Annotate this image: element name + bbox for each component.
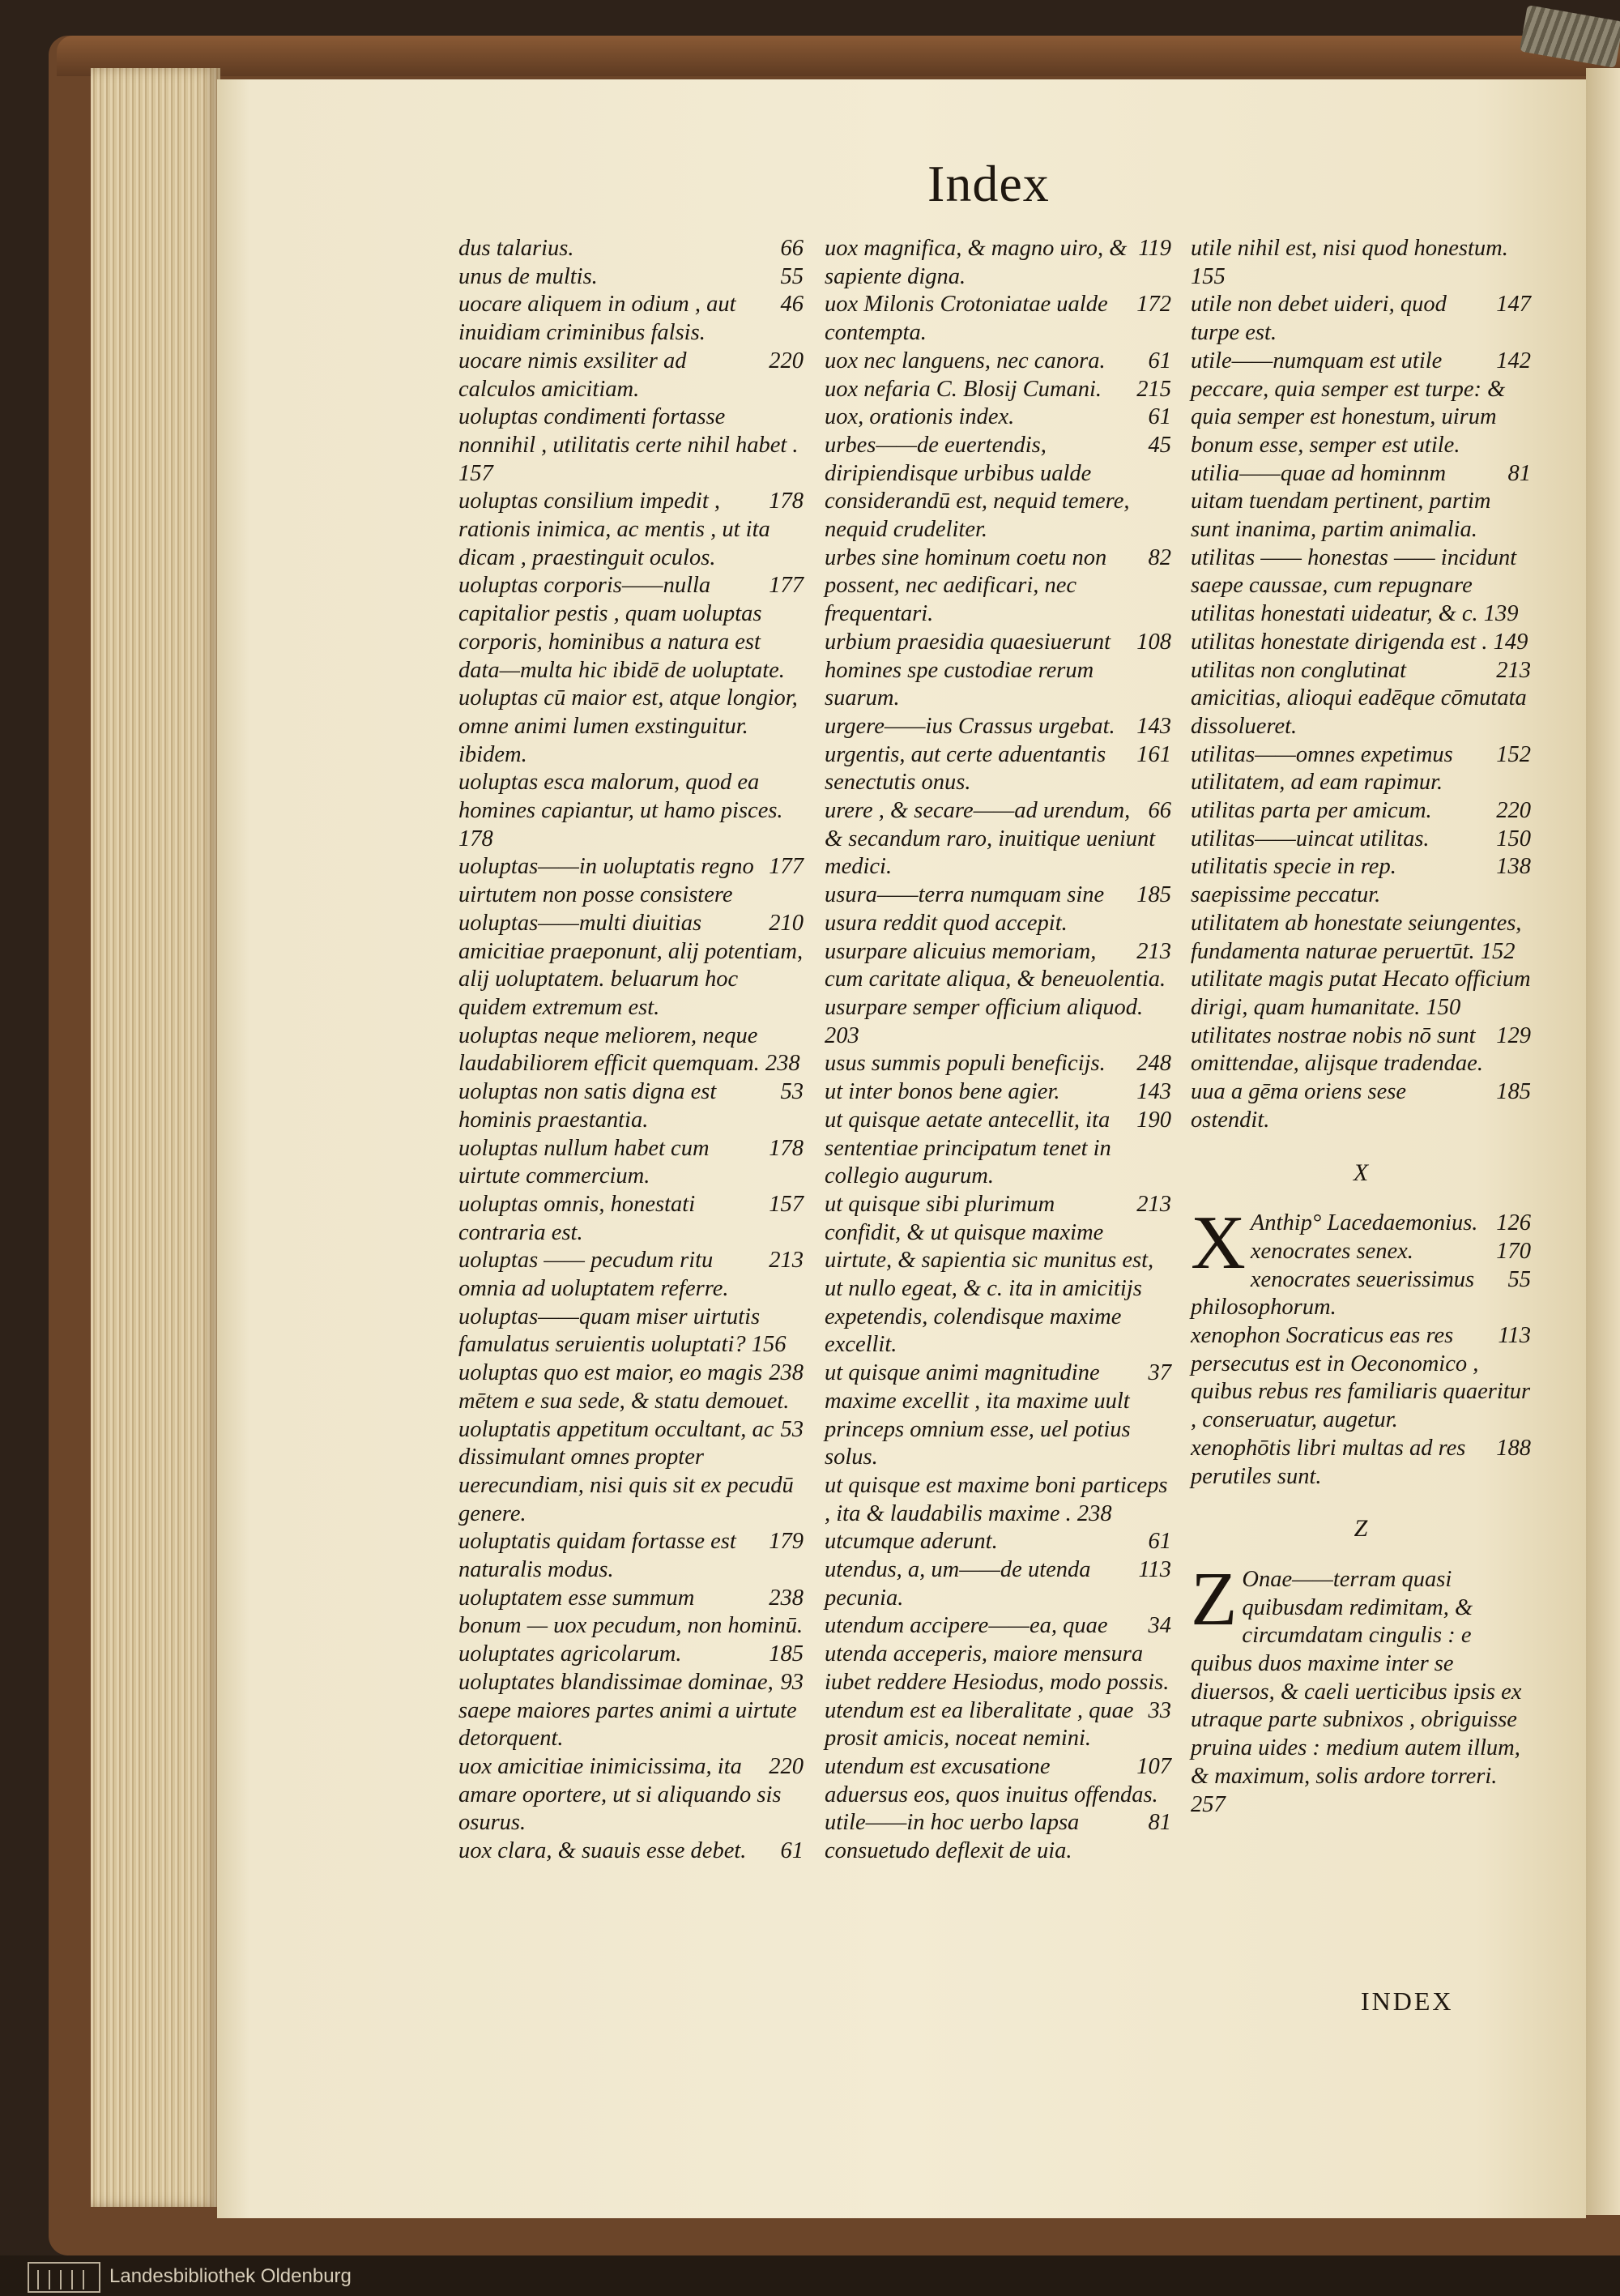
index-entry [825, 1472, 1171, 1528]
index-entry [458, 1669, 804, 1753]
entry-text: uoluptas quo est maior, eo magis mētem e sua sede, & statu demouet. [458, 1360, 790, 1414]
index-entry [458, 685, 804, 769]
page-reference: 66 [1148, 798, 1171, 824]
index-entry [825, 1612, 1171, 1696]
entry-text: ut quisque animi magnitudine maxime excellit , ita maxime uult princeps omnium esse, uel potius solus. [825, 1360, 1131, 1470]
index-entry [1191, 657, 1531, 741]
drop-cap-z: Z [1191, 1556, 1238, 1641]
entry-text: utilitas honestate dirigenda est . 149 [1191, 629, 1528, 655]
entry-text: xenocrates senex. [1250, 1238, 1413, 1264]
page-reference: 34 [1148, 1613, 1171, 1639]
page-reference: 213 [769, 1248, 804, 1274]
page-reference: 213 [1136, 938, 1171, 964]
entry-text: urgentis, aut certe aduentantis senectutis onus. [825, 741, 1106, 796]
entry-text: uoluptatis appetitum occultant, ac dissimulant omnes propter uerecundiam, nisi quis sit ex pecudū genere. [458, 1416, 794, 1526]
entry-text: uoluptates agricolarum. [458, 1641, 682, 1667]
page-reference: 178 [769, 489, 804, 514]
library-logo-icon [28, 2262, 100, 2293]
index-entry [1191, 235, 1531, 291]
entry-text: uoluptas non satis digna est hominis praestantia. [458, 1079, 717, 1133]
index-entry [825, 376, 1171, 404]
page-reference: 126 [1496, 1210, 1531, 1236]
index-entry [458, 403, 804, 488]
entry-text: utilitas —— honestas —— incidunt saepe caussae, cum repugnare utilitas honestati uideatur, & c. 139 [1191, 544, 1519, 627]
entry-text: utilitas——uincat utilitas. [1191, 826, 1430, 851]
page-reference: 248 [1136, 1051, 1171, 1077]
index-entry [1191, 348, 1531, 460]
entry-text: uoluptas cū maior est, atque longior, omne animi lumen exstinguitur. ibidem. [458, 685, 798, 767]
index-entry [1191, 544, 1531, 629]
index-entry [825, 1753, 1171, 1809]
index-entry [825, 1556, 1171, 1612]
index-entry [458, 1359, 804, 1415]
index-entry [458, 291, 804, 347]
index-entry [825, 1107, 1171, 1191]
page-reference: 185 [769, 1641, 804, 1667]
index-entry [825, 881, 1171, 937]
page-reference: 66 [780, 236, 804, 261]
page-reference: 177 [769, 573, 804, 599]
page-reference: 161 [1136, 741, 1171, 767]
index-column-2 [825, 235, 1171, 1866]
entry-text: Onae——terram quasi quibusdam redimitam, & circumdatam cingulis : e quibus duos maxime inter se diuersos, & caeli uerticibus ipsis ex utraque parte subnixos , obriguisse pruina uides : medium autem illum, & maximum, solis ardore torreri. 257 [1191, 1566, 1522, 1817]
index-entry [825, 629, 1171, 713]
page-reference: 119 [1138, 236, 1171, 261]
page-reference: 185 [1496, 1079, 1531, 1105]
page-reference: 53 [780, 1079, 804, 1105]
entry-text: utile nihil est, nisi quod honestum. 155 [1191, 236, 1508, 289]
index-entry [825, 1050, 1171, 1078]
entry-text: uoluptas nullum habet cum uirtute commercium. [458, 1135, 710, 1189]
entry-text: uoluptas esca malorum, quod ea homines capiantur, ut hamo pisces. 178 [458, 770, 783, 851]
page-reference: 37 [1148, 1360, 1171, 1386]
entry-text: utendus, a, um——de utenda pecunia. [825, 1557, 1091, 1611]
index-entry [458, 1837, 804, 1866]
entry-text: uoluptas —— pecudum ritu omnia ad uoluptatem referre. [458, 1248, 729, 1302]
page-reference: 113 [1498, 1323, 1531, 1349]
section-letter-x: X [1353, 1159, 1369, 1186]
page-reference: 172 [1136, 292, 1171, 318]
index-entry [825, 432, 1171, 544]
index-entry [458, 1191, 804, 1247]
index-entry [1191, 629, 1531, 657]
entry-text: unus de multis. [458, 263, 598, 289]
column-3-entries [1191, 235, 1531, 1135]
index-entry [458, 1753, 804, 1837]
catchword: INDEX [1361, 1987, 1454, 2016]
page-reference: 46 [780, 292, 804, 318]
page-reference: 190 [1136, 1107, 1171, 1133]
page-reference: 33 [1148, 1697, 1171, 1723]
entry-text: utendum est ea liberalitate , quae prosit amicis, noceat nemini. [825, 1697, 1134, 1752]
entry-text: uox clara, & suauis esse debet. [458, 1838, 747, 1864]
entry-text: urbes——de euertendis, diripiendisque urbibus ualde considerandū est, nequid temere, nequid crudeliter. [825, 432, 1130, 543]
index-entry [458, 235, 804, 263]
index-entry [1191, 853, 1531, 909]
section-z [1191, 1556, 1531, 1819]
entry-text: dus talarius. [458, 236, 574, 261]
page-reference: 82 [1148, 544, 1171, 570]
page-reference: 107 [1136, 1753, 1171, 1779]
index-entry [458, 1641, 804, 1669]
index-entry [458, 769, 804, 853]
index-entry [1191, 1435, 1531, 1491]
index-entry [825, 1078, 1171, 1107]
page-reference: 215 [1136, 376, 1171, 402]
page-reference: 157 [769, 1191, 804, 1217]
entry-text: xenophōtis libri multas ad res perutiles sunt. [1191, 1435, 1466, 1489]
book-cover-top [57, 36, 1620, 76]
page-reference: 185 [1136, 882, 1171, 908]
entry-text: uoluptas neque meliorem, neque laudabiliorem efficit quemquam. 238 [458, 1022, 800, 1077]
entry-text: utcumque aderunt. [825, 1529, 998, 1555]
page-reference: 220 [769, 1753, 804, 1779]
page-reference: 178 [769, 1135, 804, 1161]
page-reference: 113 [1138, 1557, 1171, 1583]
entry-text: uoluptatis quidam fortasse est naturalis modus. [458, 1529, 736, 1583]
index-entry [1191, 966, 1531, 1022]
entry-text: ut inter bonos bene agier. [825, 1079, 1060, 1105]
entry-text: utile non debet uideri, quod turpe est. [1191, 292, 1447, 346]
page-reference: 93 [780, 1669, 804, 1695]
page-reference: 220 [1496, 798, 1531, 824]
index-entry [1191, 741, 1531, 797]
entry-text: uocare nimis exsiliter ad calculos amicitiam. [458, 348, 687, 402]
index-entry [458, 1585, 804, 1641]
section-letter-z: Z [1354, 1515, 1368, 1543]
entry-text: ut quisque est maxime boni particeps , ita & laudabilis maxime . 238 [825, 1472, 1168, 1526]
page-reference: 177 [769, 854, 804, 880]
page-reference: 61 [1148, 1529, 1171, 1555]
entry-text: utilitatem ab honestate seiungentes, fundamenta naturae peruertūt. 152 [1191, 910, 1522, 964]
page-reference: 61 [780, 1838, 804, 1864]
entry-text: utilitas parta per amicum. [1191, 798, 1432, 824]
entry-text: utile——in hoc uerbo lapsa consuetudo deflexit de uia. [825, 1810, 1080, 1864]
entry-text: uox magnifica, & magno uiro, & sapiente digna. [825, 236, 1128, 289]
entry-text: uox Milonis Crotoniatae ualde contempta. [825, 292, 1108, 346]
page-reference: 238 [769, 1585, 804, 1611]
index-entry [458, 1022, 804, 1078]
index-entry [1191, 1322, 1531, 1435]
index-entry [1191, 460, 1531, 544]
page-heading: Index [927, 155, 1050, 212]
entry-text: uocare aliquem in odium , aut inuidiam criminibus falsis. [458, 292, 736, 346]
index-entry [1191, 291, 1531, 347]
entry-text: uoluptas——multi diuitias amicitiae praeponunt, alij potentiam, alij uoluptatem. beluarum hoc quidem extremum est. [458, 910, 804, 1020]
page-reference: 170 [1496, 1238, 1531, 1264]
page-reference: 143 [1136, 1079, 1171, 1105]
index-entry [458, 572, 804, 685]
page-reference: 213 [1496, 657, 1531, 683]
index-entry [458, 853, 804, 909]
entry-text: utile——numquam est utile peccare, quia semper est turpe: & quia semper est honestum, uirum bonum esse, semper est utile. [1191, 348, 1506, 458]
index-entry [458, 1304, 804, 1359]
drop-cap-x: X [1191, 1201, 1246, 1286]
entry-text: xenophon Socraticus eas res persecutus est in Oeconomico , quibus rebus res familiaris quaeritur , conseruatur, augetur. [1191, 1323, 1531, 1433]
library-name: Landesbibliothek Oldenburg [109, 2265, 352, 2287]
index-entry [825, 1191, 1171, 1359]
page-reference: 143 [1136, 713, 1171, 739]
entry-text: utilia——quae ad hominnm uitam tuendam pertinent, partim sunt inanima, partim animalia. [1191, 460, 1491, 543]
index-entry [825, 544, 1171, 629]
index-column-1 [458, 235, 804, 1866]
index-entry [825, 741, 1171, 797]
index-entry [1191, 1556, 1531, 1819]
entry-text: utilitas non conglutinat amicitias, alioqui eadēque cōmutata dissolueret. [1191, 657, 1527, 739]
section-x [1191, 1201, 1531, 1491]
index-entry [458, 1135, 804, 1191]
entry-text: usura——terra numquam sine usura reddit quod accepit. [825, 882, 1105, 936]
page-reference: 45 [1148, 432, 1171, 458]
page-reference: 150 [1496, 826, 1531, 851]
index-entry [825, 938, 1171, 994]
page-reference: 55 [1507, 1266, 1531, 1292]
page-reference: 138 [1496, 854, 1531, 880]
index-entry [458, 1416, 804, 1529]
page-reference: 55 [780, 263, 804, 289]
index-entry [825, 235, 1171, 291]
page-reference: 53 [780, 1416, 804, 1442]
index-entry [458, 488, 804, 572]
index-entry [1191, 1022, 1531, 1078]
section-z-entries [1191, 1556, 1531, 1819]
page-reference: 220 [769, 348, 804, 373]
index-entry [825, 348, 1171, 376]
index-entry [825, 403, 1171, 432]
page-reference: 147 [1496, 292, 1531, 318]
index-entry [1191, 1078, 1531, 1134]
page-reference: 210 [769, 910, 804, 936]
index-entry [825, 1809, 1171, 1865]
page-block-edge [91, 68, 220, 2207]
entry-text: uox, orationis index. [825, 404, 1015, 430]
page-reference: 61 [1148, 348, 1171, 373]
entry-text: urgere——ius Crassus urgebat. [825, 713, 1115, 739]
index-column-3 [1191, 235, 1531, 1819]
index-entry [825, 1528, 1171, 1556]
index-entry [458, 910, 804, 1022]
entry-text: urbium praesidia quaesiuerunt homines spe custodiae rerum suarum. [825, 629, 1111, 711]
entry-text: usurpare semper officium aliquod. 203 [825, 994, 1144, 1048]
entry-text: utilitates nostrae nobis nō sunt omittendae, alijsque tradendae. [1191, 1022, 1483, 1077]
entry-text: utilitas——omnes expetimus utilitatem, ad eam rapimur. [1191, 741, 1453, 796]
entry-text: uoluptates blandissimae dominae, saepe maiores partes animi a uirtute detorquent. [458, 1669, 797, 1752]
index-entry [825, 994, 1171, 1050]
entry-text: utilitate magis putat Hecato officium dirigi, quam humanitate. 150 [1191, 967, 1531, 1020]
index-entry [458, 263, 804, 292]
entry-text: utilitatis specie in rep. saepissime peccatur. [1191, 854, 1396, 908]
entry-text: uox nefaria C. Blosij Cumani. [825, 376, 1102, 402]
index-entry [1191, 826, 1531, 854]
entry-text: uoluptas——in uoluptatis regno uirtutem non posse consistere [458, 854, 754, 908]
index-entry [458, 348, 804, 403]
index-entry [458, 1247, 804, 1303]
index-entry [458, 1078, 804, 1134]
page-reference: 61 [1148, 404, 1171, 430]
entry-text: xenocrates seuerissimus philosophorum. [1191, 1266, 1475, 1321]
entry-text: urbes sine hominum coetu non possent, nec aedificari, nec frequentari. [825, 544, 1107, 627]
entry-text: usus summis populi beneficijs. [825, 1051, 1106, 1077]
index-entry [1191, 797, 1531, 826]
entry-text: uox nec languens, nec canora. [825, 348, 1106, 373]
entry-text: utendum est excusatione aduersus eos, quos inuitus offendas. [825, 1753, 1158, 1807]
page-reference: 142 [1496, 348, 1531, 373]
entry-text: uox amicitiae inimicissima, ita amare oportere, ut si aliquando sis osurus. [458, 1753, 782, 1836]
index-entry [825, 291, 1171, 347]
entry-text: ut quisque sibi plurimum confidit, & ut quisque maxime uirtute, & sapientia sic munitus est, ut nullo egeat, & c. ita in amicitijs expetendis, colendisque maxime excellit. [825, 1191, 1154, 1358]
entry-text: utendum accipere——ea, quae utenda acceperis, maiore mensura iubet reddere Hesiodus, modo possis. [825, 1613, 1170, 1695]
index-entry [825, 1359, 1171, 1472]
entry-text: usurpare alicuius memoriam, cum caritate aliqua, & beneuolentia. [825, 938, 1166, 992]
page-reference: 108 [1136, 629, 1171, 655]
entry-text: uoluptas omnis, honestati contraria est. [458, 1191, 696, 1245]
page-reference: 179 [769, 1529, 804, 1555]
entry-text: uoluptas condimenti fortasse nonnihil , utilitatis certe nihil habet . 157 [458, 404, 799, 486]
entry-text: Anthip° Lacedaemonius. [1250, 1210, 1478, 1236]
page-reference: 129 [1496, 1022, 1531, 1048]
entry-text: uoluptas corporis——nulla capitalior pestis , quam uoluptas corporis, hominibus a natura est data—multa hic ibidē de uoluptate. [458, 573, 785, 683]
page-reference: 238 [769, 1360, 804, 1386]
index-entry [825, 797, 1171, 881]
facing-page-edge [1586, 68, 1620, 2215]
entry-text: uua a gēma oriens sese ostendit. [1191, 1079, 1406, 1133]
page-reference: 152 [1496, 741, 1531, 767]
entry-text: uoluptas consilium impedit , rationis inimica, ac mentis , ut ita dicam , praestinguit oculos. [458, 489, 770, 570]
index-entry [825, 1697, 1171, 1753]
page-reference: 81 [1148, 1810, 1171, 1836]
index-entry [1191, 910, 1531, 966]
page-reference: 188 [1496, 1435, 1531, 1461]
entry-text: ut quisque aetate antecellit, ita sententiae principatum tenet in collegio augurum. [825, 1107, 1111, 1189]
entry-text: urere , & secare——ad urendum, & secandum raro, inuitique ueniunt medici. [825, 798, 1156, 880]
index-entry [825, 713, 1171, 741]
index-entry [458, 1528, 804, 1584]
entry-text: uoluptas——quam miser uirtutis famulatus seruientis uoluptati? 156 [458, 1304, 787, 1358]
page-reference: 81 [1507, 460, 1531, 486]
entry-text: uoluptatem esse summum bonum — uox pecudum, non hominū. [458, 1585, 804, 1639]
page-reference: 213 [1136, 1191, 1171, 1217]
